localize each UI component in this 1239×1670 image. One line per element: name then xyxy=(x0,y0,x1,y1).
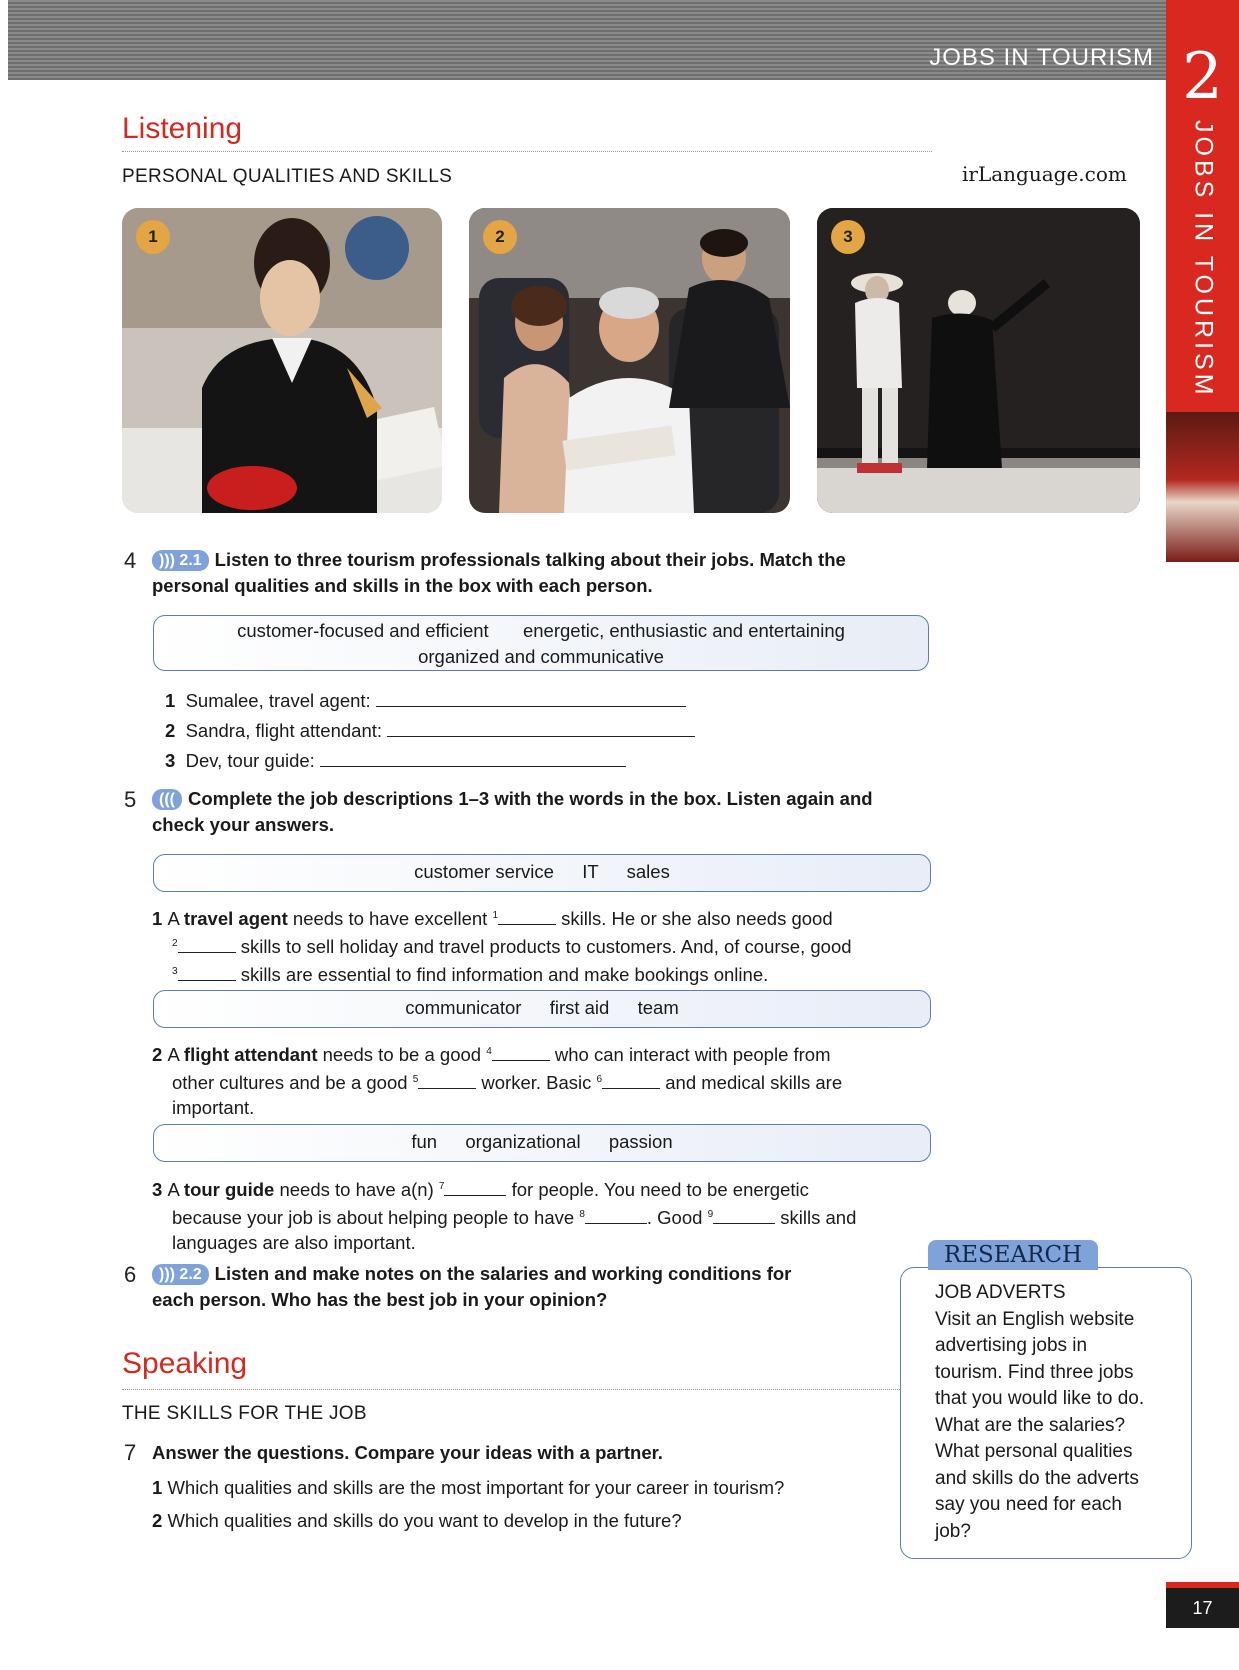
ex7-instruction: Answer the questions. Compare your ideas with a partner. xyxy=(152,1442,663,1463)
word-option: communicator xyxy=(405,997,522,1018)
travel-agent-photo-icon xyxy=(122,208,442,513)
ex5-instruction-text: Complete the job descriptions 1–3 with the words in the box. Listen again and check your answers. xyxy=(152,788,873,835)
photo-flight-attendant xyxy=(469,208,790,513)
research-line: tourism. Find three jobs xyxy=(935,1361,1134,1383)
text: skills and xyxy=(780,1207,857,1229)
research-line: say you need for each xyxy=(935,1494,1122,1515)
ex6-audio-icon[interactable]: ))) 2.2 xyxy=(152,1264,209,1285)
ex4-instruction-text: Listen to three tourism professionals talking about their jobs. Match the personal qualities and skills in the box with each person. xyxy=(152,549,846,596)
answer-blank[interactable] xyxy=(585,1205,647,1224)
text: because your job is about helping people to have xyxy=(172,1207,575,1229)
word-option: sales xyxy=(626,861,670,882)
photo-travel-agent xyxy=(122,208,442,513)
unit-tab-title: JOBS IN TOURISM xyxy=(1189,120,1217,399)
speaking-subtitle: THE SKILLS FOR THE JOB xyxy=(122,1403,367,1424)
word-option: team xyxy=(637,997,679,1018)
item-text: Which qualities and skills do you want to develop in the future? xyxy=(167,1510,682,1531)
ex6-instruction-text: Listen and make notes on the salaries and working conditions for each person. Who has the best job in your opinion? xyxy=(152,1263,792,1310)
answer-blank[interactable] xyxy=(713,1205,775,1224)
text: skills to sell holiday and travel products to customers. And, of course, good xyxy=(240,936,852,958)
speaking-divider xyxy=(122,1389,900,1390)
answer-blank[interactable] xyxy=(320,748,626,767)
word-option: organized and communicative xyxy=(418,646,664,667)
item-number: 2 xyxy=(152,1510,163,1531)
word-option: organizational xyxy=(465,1131,581,1152)
text: who can interact with people from xyxy=(554,1044,831,1066)
gap-number: 8 xyxy=(579,1209,585,1221)
ex4-item-3 xyxy=(165,748,626,773)
answer-blank[interactable] xyxy=(376,688,686,707)
photo-tour-guide xyxy=(817,208,1140,513)
ex5-paragraph-1 xyxy=(152,903,922,987)
ex4-audio-icon[interactable]: ))) 2.1 xyxy=(152,550,209,571)
ex5-paragraph-3 xyxy=(152,1174,932,1255)
job-title: travel agent xyxy=(183,908,288,930)
listening-subtitle: PERSONAL QUALITIES AND SKILLS xyxy=(122,166,453,187)
text: important. xyxy=(172,1097,255,1119)
text: A xyxy=(167,1179,179,1201)
ex4-number: 4 xyxy=(124,548,137,573)
ex6-number: 6 xyxy=(124,1262,137,1287)
item-number: 1 xyxy=(165,690,176,711)
item-number: 1 xyxy=(152,1477,163,1498)
item-text: Sandra, flight attendant: xyxy=(185,720,383,741)
answer-blank[interactable] xyxy=(418,1070,476,1089)
word-option: customer-focused and efficient xyxy=(237,620,489,641)
word-option: customer service xyxy=(414,861,554,882)
answer-blank[interactable] xyxy=(387,718,695,737)
research-line: and skills do the adverts xyxy=(935,1467,1139,1489)
research-line: What personal qualities xyxy=(935,1441,1133,1462)
text: needs to have excellent xyxy=(292,908,488,930)
word-option: first aid xyxy=(549,997,610,1018)
text: skills. He or she also needs good xyxy=(561,908,833,930)
ex4-word-box xyxy=(153,615,929,671)
ex5-word-box-2 xyxy=(153,990,931,1028)
text: A xyxy=(167,1044,179,1066)
gap-number: 6 xyxy=(596,1074,603,1086)
unit-number: 2 xyxy=(1182,40,1223,114)
text: worker. Basic xyxy=(481,1072,592,1094)
ex4-instruction xyxy=(152,547,922,599)
ex5-number: 5 xyxy=(124,787,137,812)
item-number: 2 xyxy=(152,1044,163,1066)
gap-number: 9 xyxy=(707,1209,714,1221)
unit-tab xyxy=(1166,0,1239,412)
flight-attendant-photo-icon xyxy=(469,208,790,513)
text: A xyxy=(167,908,179,930)
answer-blank[interactable] xyxy=(602,1070,660,1089)
word-option: fun xyxy=(411,1131,438,1152)
text: for people. You need to be energetic xyxy=(511,1179,809,1201)
research-line: What are the salaries? xyxy=(935,1414,1126,1436)
research-heading: JOB ADVERTS xyxy=(935,1282,1066,1303)
gap-number: 4 xyxy=(486,1046,492,1057)
item-number: 3 xyxy=(165,750,176,771)
gap-number: 1 xyxy=(492,910,498,921)
research-line: job? xyxy=(935,1520,971,1542)
text: languages are also important. xyxy=(172,1232,416,1254)
tab-photo xyxy=(1166,412,1239,562)
research-line: Visit an English website xyxy=(935,1308,1135,1330)
research-line: that you would like to do. xyxy=(935,1388,1145,1409)
gap-number: 5 xyxy=(412,1074,419,1086)
word-option: energetic, enthusiastic and entertaining xyxy=(522,620,845,641)
photo-2-badge: 2 xyxy=(483,220,517,254)
photo-3-badge: 3 xyxy=(831,220,865,254)
ex5-audio-icon[interactable]: ((( xyxy=(152,789,182,810)
text: needs to have a(n) xyxy=(279,1179,434,1201)
item-text: Sumalee, travel agent: xyxy=(185,690,371,711)
answer-blank[interactable] xyxy=(492,1042,550,1061)
ex4-item-2 xyxy=(165,718,695,743)
listening-divider xyxy=(122,151,932,152)
ex4-item-1 xyxy=(165,688,686,713)
research-box xyxy=(900,1267,1192,1559)
answer-blank[interactable] xyxy=(178,934,236,953)
tour-guide-photo-icon xyxy=(817,208,1140,513)
gap-number: 2 xyxy=(172,938,178,950)
ex7-item-1 xyxy=(152,1475,892,1500)
photo-1-badge: 1 xyxy=(136,220,170,254)
ex5-instruction xyxy=(152,786,922,838)
text: . Good xyxy=(646,1207,703,1229)
text: skills are essential to find information and make bookings online. xyxy=(240,964,769,986)
answer-blank[interactable] xyxy=(444,1177,506,1196)
item-number: 1 xyxy=(152,908,163,930)
research-line: advertising jobs in xyxy=(935,1335,1088,1356)
text: and medical skills are xyxy=(665,1072,843,1094)
item-text: Dev, tour guide: xyxy=(185,750,315,771)
item-number: 3 xyxy=(152,1179,163,1201)
text: needs to be a good xyxy=(322,1044,482,1066)
job-title: flight attendant xyxy=(183,1044,318,1066)
ex5-word-box-1 xyxy=(153,854,931,892)
answer-blank[interactable] xyxy=(178,962,236,981)
listening-title: Listening xyxy=(122,112,243,145)
word-option: passion xyxy=(608,1131,673,1152)
answer-blank[interactable] xyxy=(498,906,556,925)
item-text: Which qualities and skills are the most important for your career in tourism? xyxy=(167,1477,785,1498)
ex5-word-box-3 xyxy=(153,1124,931,1162)
ex5-paragraph-2 xyxy=(152,1039,922,1120)
gap-number: 3 xyxy=(172,966,178,978)
ex6-instruction xyxy=(152,1261,832,1313)
page-number: 17 xyxy=(1166,1588,1239,1628)
text: other cultures and be a good xyxy=(172,1072,408,1094)
watermark: irLanguage.com xyxy=(962,162,1127,186)
ex7-number: 7 xyxy=(124,1440,137,1465)
speaking-title: Speaking xyxy=(122,1347,248,1380)
research-tag: RESEARCH xyxy=(928,1240,1098,1270)
ex7-item-2 xyxy=(152,1508,892,1533)
item-number: 2 xyxy=(165,720,176,741)
job-title: tour guide xyxy=(183,1179,275,1201)
header-title: JOBS IN TOURISM xyxy=(929,44,1154,71)
gap-number: 7 xyxy=(438,1181,445,1192)
word-option: IT xyxy=(582,861,599,882)
